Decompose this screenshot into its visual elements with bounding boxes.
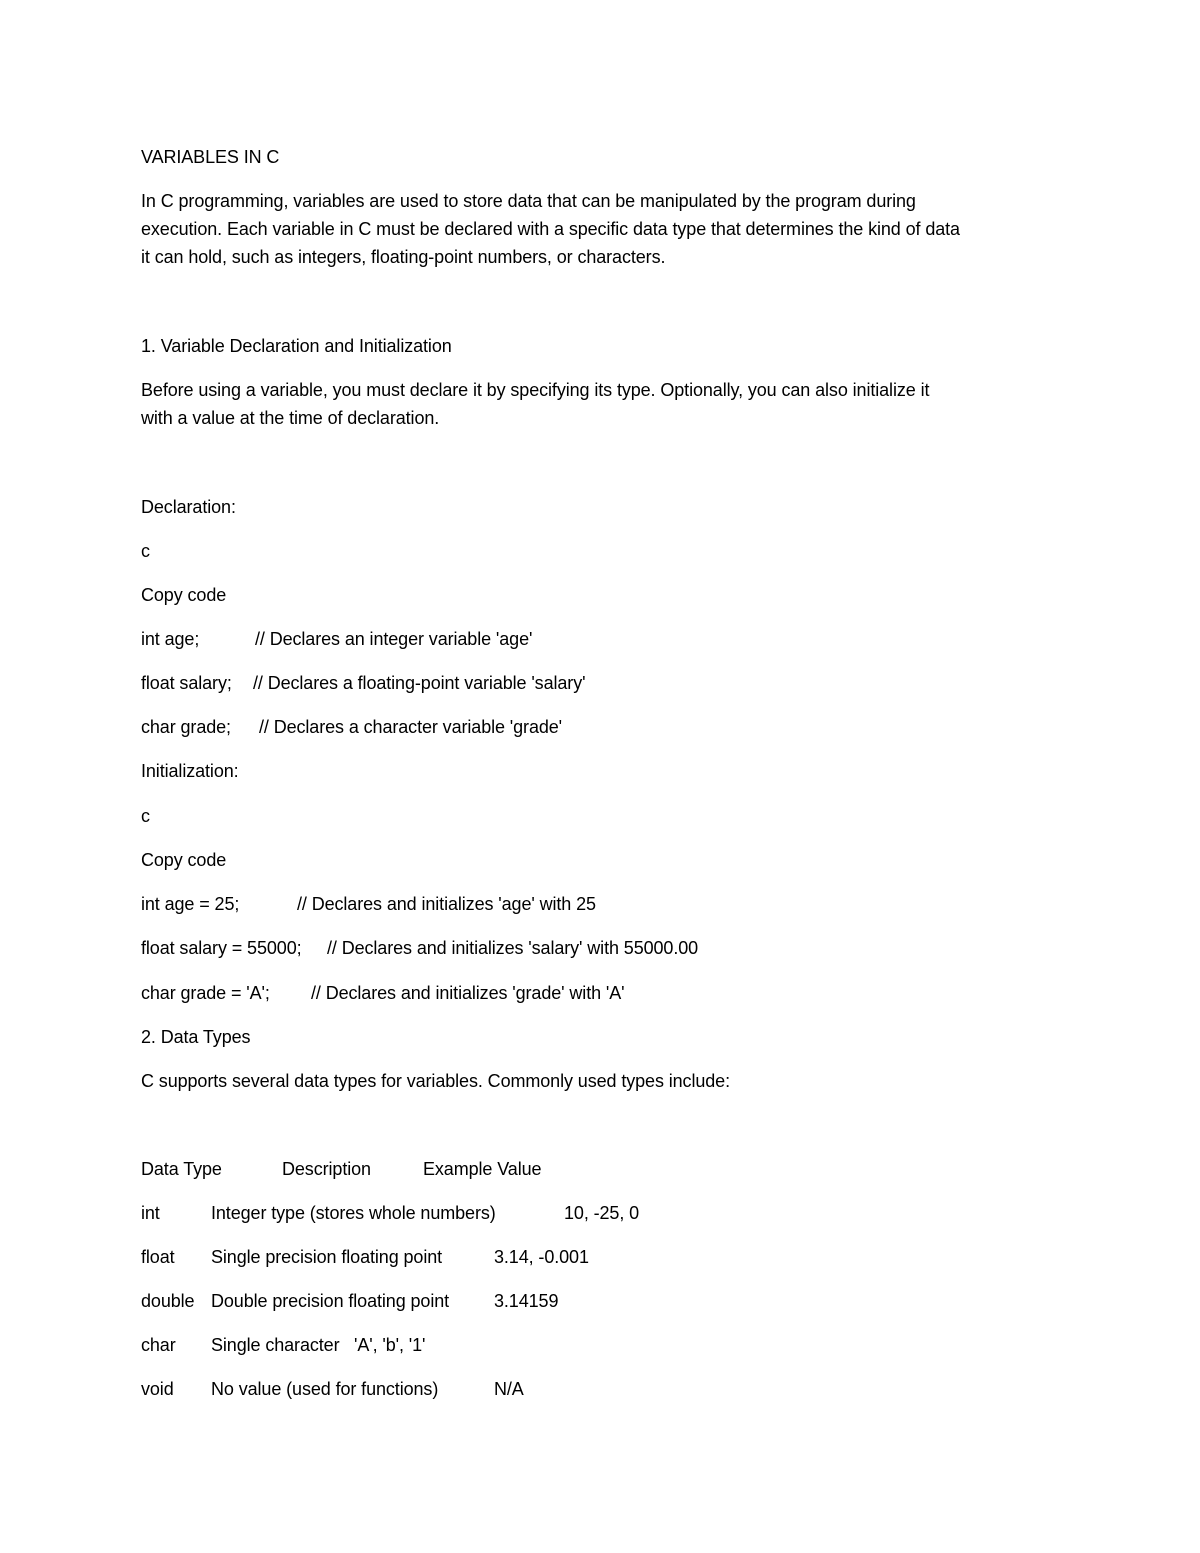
table-header-description: Description bbox=[282, 1159, 371, 1179]
table-row-char-example: 'A', 'b', '1' bbox=[354, 1335, 426, 1355]
decl-comment-2: // Declares a floating-point variable 'salary' bbox=[253, 673, 586, 693]
section1-text-1: Before using a variable, you must declare it by specifying its type. Optionally, you can also initialize it bbox=[141, 380, 930, 400]
table-header-example: Example Value bbox=[423, 1159, 542, 1179]
init-comment-3: // Declares and initializes 'grade' with 'A' bbox=[311, 983, 625, 1003]
table-header-type: Data Type bbox=[141, 1159, 222, 1179]
intro-line-1: In C programming, variables are used to store data that can be manipulated by the program during bbox=[141, 191, 916, 211]
section1-text-2: with a value at the time of declaration. bbox=[141, 408, 440, 428]
decl-stmt-1: int age; bbox=[141, 629, 200, 649]
decl-stmt-3: char grade; bbox=[141, 717, 231, 737]
page-title: VARIABLES IN C bbox=[141, 147, 280, 167]
declaration-copy-code: Copy code bbox=[141, 585, 227, 605]
table-row-int-example: 10, -25, 0 bbox=[564, 1203, 640, 1223]
decl-stmt-2: float salary; bbox=[141, 673, 232, 693]
initialization-label: Initialization: bbox=[141, 761, 239, 781]
table-row-float-example: 3.14, -0.001 bbox=[494, 1247, 589, 1267]
table-row-double-description: Double precision floating point bbox=[211, 1291, 450, 1311]
init-stmt-3: char grade = 'A'; bbox=[141, 983, 270, 1003]
section1-heading: 1. Variable Declaration and Initialization bbox=[141, 336, 452, 356]
table-row-int-description: Integer type (stores whole numbers) bbox=[211, 1203, 496, 1223]
decl-comment-1: // Declares an integer variable 'age' bbox=[255, 629, 533, 649]
intro-line-3: it can hold, such as integers, floating-point numbers, or characters. bbox=[141, 247, 666, 267]
table-row-void-type: void bbox=[141, 1379, 174, 1399]
init-stmt-2: float salary = 55000; bbox=[141, 938, 302, 958]
section2-text: C supports several data types for variables. Commonly used types include: bbox=[141, 1071, 730, 1091]
table-row-double-type: double bbox=[141, 1291, 195, 1311]
table-row-char-type: char bbox=[141, 1335, 176, 1355]
initialization-lang: c bbox=[141, 806, 150, 826]
table-row-void-example: N/A bbox=[494, 1379, 524, 1399]
intro-line-2: execution. Each variable in C must be declared with a specific data type that determines the kind of data bbox=[141, 219, 960, 239]
init-comment-1: // Declares and initializes 'age' with 25 bbox=[297, 894, 596, 914]
table-row-int-type: int bbox=[141, 1203, 160, 1223]
decl-comment-3: // Declares a character variable 'grade' bbox=[259, 717, 563, 737]
table-row-float-description: Single precision floating point bbox=[211, 1247, 443, 1267]
init-stmt-1: int age = 25; bbox=[141, 894, 240, 914]
table-row-float-type: float bbox=[141, 1247, 175, 1267]
table-row-void-description: No value (used for functions) bbox=[211, 1379, 439, 1399]
table-row-char-description: Single character bbox=[211, 1335, 340, 1355]
declaration-label: Declaration: bbox=[141, 497, 236, 517]
declaration-lang: c bbox=[141, 541, 150, 561]
initialization-copy-code: Copy code bbox=[141, 850, 227, 870]
init-comment-2: // Declares and initializes 'salary' with 55000.00 bbox=[327, 938, 699, 958]
section2-heading: 2. Data Types bbox=[141, 1027, 251, 1047]
table-row-double-example: 3.14159 bbox=[494, 1291, 559, 1311]
